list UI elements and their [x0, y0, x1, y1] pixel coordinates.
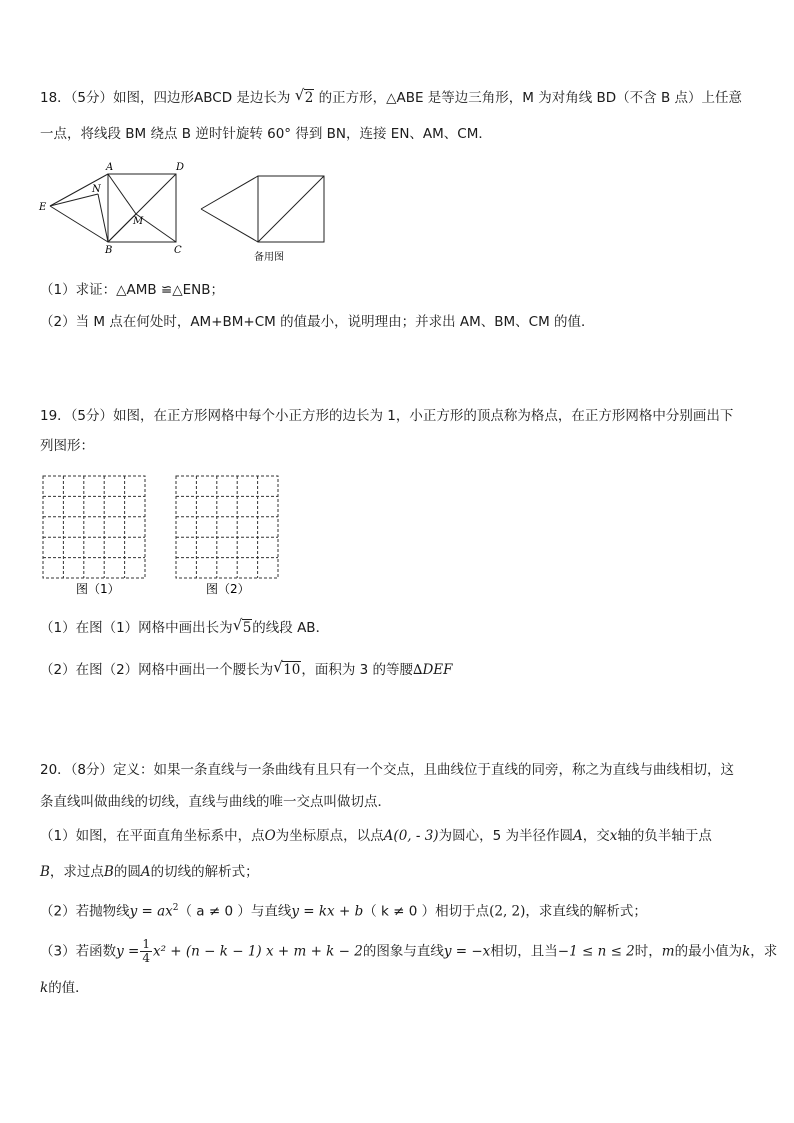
- q18-figure: [36, 156, 336, 266]
- q19-part2: （2）在图（2）网格中画出一个腰长为 √ 10，面积为 3 的等腰∆DEF: [40, 658, 453, 678]
- q18-text-a: 18．（5分）如图，四边形ABCD 是边长为: [40, 90, 291, 106]
- spare-caption: 备用图: [254, 252, 284, 263]
- q20-line2: 条直线叫做曲线的切线，直线与曲线的唯一交点叫做切点．: [40, 794, 391, 810]
- q18-sqrt: √ 2: [294, 86, 314, 106]
- q19-line2: 列图形：: [40, 438, 94, 454]
- q20-line1: 20．（8分）定义：如果一条直线与一条曲线有且只有一个交点，且曲线位于直线的同旁，称之为直线与曲线相切，这: [40, 762, 735, 778]
- q20-part1-line2: B，求过点B的圆A的切线的解析式；: [40, 864, 259, 880]
- q18-line1: [40, 88, 742, 108]
- grid-1: [43, 476, 145, 578]
- grid-2: [176, 476, 278, 578]
- q20-part3-line2: k的值．: [40, 980, 89, 996]
- label-c: C: [174, 245, 182, 256]
- q19-part1: （1）在图（1）网格中画出长为 √ 5的线段 AB．: [40, 616, 330, 636]
- label-n: N: [92, 184, 101, 195]
- label-d: D: [176, 162, 185, 173]
- spare-figure: [201, 176, 324, 242]
- q19-grids: [38, 470, 288, 600]
- q18-part1: （1）求证：△AMB ≌△ENB；: [40, 282, 224, 298]
- q19-sqrt10: √ 10: [273, 658, 301, 678]
- label-m: M: [133, 216, 144, 227]
- q20-part1-line1: （1）如图，在平面直角坐标系中，点O为坐标原点，以点A(0, - 3)为圆心，5 为半径作圆A，交x轴的负半轴于点: [40, 828, 712, 844]
- label-a: A: [106, 162, 114, 173]
- q20-part3: （3）若函数y = $\frac{1}{4}$ x² + (n − k − 1) x + m + k − 2的图象与直线y = −x相切，且当−1 ≤ n ≤ 2时，m的最小值为k，求: [40, 937, 778, 965]
- grid2-caption: 图（2）: [206, 582, 250, 596]
- q18-text-b: 的正方形，△ABE 是等边三角形，M 为对角线 BD（不含 B 点）上任意: [318, 90, 743, 106]
- q18-line2: 一点，将线段 BM 绕点 B 逆时针旋转 60° 得到 BN，连接 EN、AM、CM．: [40, 126, 492, 142]
- q19-sqrt5: √ 5: [232, 616, 252, 636]
- label-b: B: [105, 245, 113, 256]
- grid1-caption: 图（1）: [76, 582, 120, 596]
- label-e: E: [39, 202, 47, 213]
- q18-part2: （2）当 M 点在何处时，AM+BM+CM 的值最小，说明理由；并求出 AM、BM、CM 的值．: [40, 314, 595, 330]
- q20-part2: （2）若抛物线$y = ax^2$（ a ≠ 0 ）与直线y = kx + b（ k ≠ 0 ）相切于点(2, 2)，求直线的解析式；: [40, 903, 647, 920]
- fraction-quarter: $\frac{1}{4}$: [142, 937, 150, 965]
- q19-line1: 19．（5分）如图，在正方形网格中每个小正方形的边长为 1，小正方形的顶点称为格点，在正方形网格中分别画出下: [40, 408, 734, 424]
